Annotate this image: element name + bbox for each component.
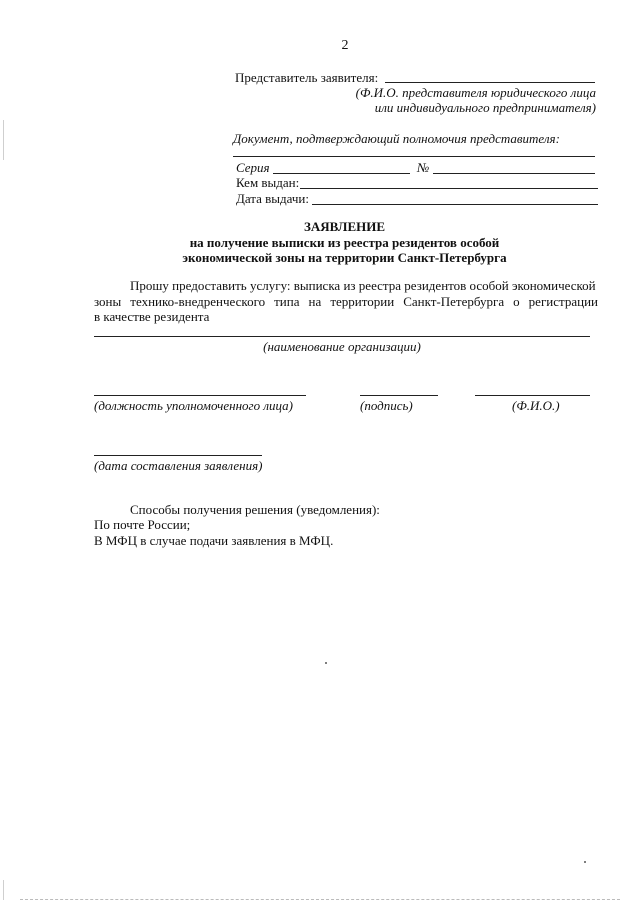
scan-speck: [584, 861, 586, 863]
authority-document-label: Документ, подтверждающий полномочия представителя:: [233, 131, 560, 146]
delivery-heading: Способы получения решения (уведомления):: [130, 502, 380, 517]
delivery-option-post: По почте России;: [94, 517, 191, 532]
representative-note-line2: или индивидуального предпринимателя): [374, 100, 596, 115]
representative-label: Представитель заявителя:: [235, 70, 379, 85]
signature-line: [360, 395, 438, 396]
issued-by-label: Кем выдан:: [236, 175, 300, 190]
fio-caption: (Ф.И.О.): [512, 398, 560, 413]
statement-body-line3: в качестве резидента: [94, 309, 210, 324]
statement-subtitle-line1: на получение выписки из реестра резидентов особой: [189, 235, 500, 250]
statement-title: ЗАЯВЛЕНИЕ: [303, 219, 386, 234]
scan-edge-mark: [3, 120, 4, 160]
scan-edge-mark: [3, 880, 4, 900]
issued-by-line: [300, 188, 598, 189]
representative-note-line1: (Ф.И.О. представителя юридического лица: [355, 85, 596, 100]
series-label: Серия: [236, 160, 270, 175]
organization-name-line: [94, 336, 590, 337]
representative-name-line: [385, 82, 595, 83]
authority-document-line: [233, 156, 595, 157]
scan-bottom-line: [20, 899, 620, 900]
statement-body-line2: зоны технико-внедренческого типа на территории Санкт-Петербурга о регистрации: [94, 294, 598, 309]
position-line: [94, 395, 306, 396]
scan-speck: [325, 662, 327, 664]
delivery-option-mfc: В МФЦ в случае подачи заявления в МФЦ.: [94, 533, 334, 548]
signature-caption: (подпись): [360, 398, 413, 413]
date-line: [94, 455, 262, 456]
statement-subtitle-line2: экономической зоны на территории Санкт-Петербурга: [182, 250, 507, 265]
issue-date-label: Дата выдачи:: [236, 191, 310, 206]
date-caption: (дата составления заявления): [94, 458, 263, 473]
issue-date-line: [312, 204, 598, 205]
statement-body-line1: Прошу предоставить услугу: выписка из реестра резидентов особой экономической: [130, 278, 596, 293]
number-line: [433, 173, 595, 174]
number-label: №: [417, 160, 430, 175]
page-number: 2: [341, 38, 349, 53]
position-caption: (должность уполномоченного лица): [94, 398, 293, 413]
series-line: [273, 173, 410, 174]
organization-name-caption: (наименование организации): [263, 339, 421, 354]
fio-line: [475, 395, 590, 396]
